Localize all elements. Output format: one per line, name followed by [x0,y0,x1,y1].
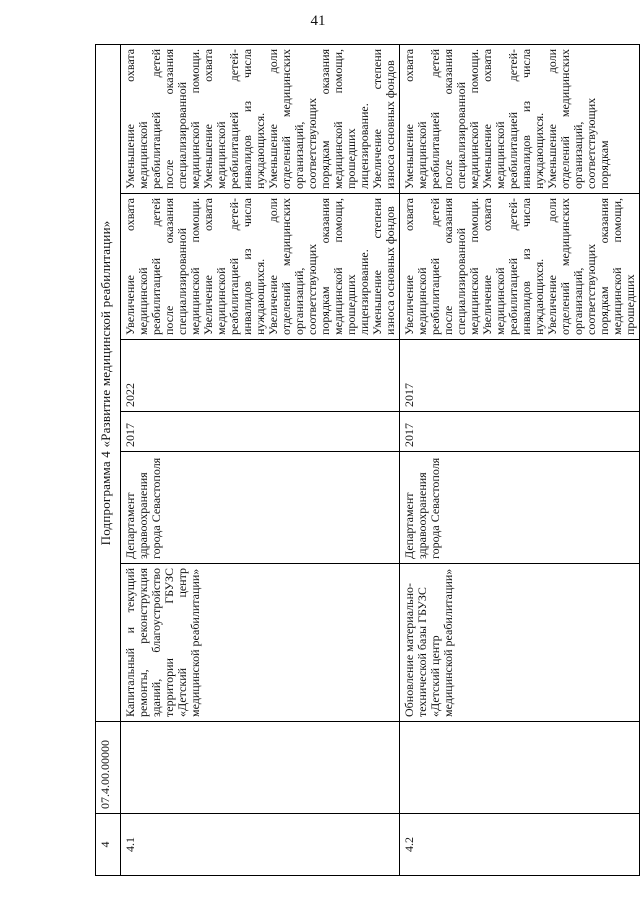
expected-result: Увеличение охвата медицинской реабилитацией детей после оказания специализированной медицинской помощи. Увеличение охвата медицинской реабилитацией детей-инвалидов из числа нуждающихся. Увеличение доли отделений медицинских организаций, соответствующих порядкам оказания медицинской помощи, прошедших лицензирование. Уменьшение степени износа основных фондов [121,194,400,340]
subprogram-code: 07.4.00.00000 [96,722,121,814]
row-code-cell [400,722,640,814]
event-name: Обновление материально-технической базы ГБУЗС «Детский центр медицинской реабилитации» [400,564,640,722]
subprogram-number: 4 [96,814,121,876]
table-row [121,44,400,875]
row-code-cell [121,722,400,814]
non-implementation-consequences: Уменьшение охвата медицинской реабилитацией детей после оказания специализированной медицинской помощи. Уменьшение охвата медицинской реабилитацией детей-инвалидов из числа нуждающихся. Уменьшение доли отделений медицинских организаций, соответствующих порядкам [400,44,640,193]
expected-result: Увеличение охвата медицинской реабилитацией детей после оказания специализированной медицинской помощи. Увеличение охвата медицинской реабилитацией детей-инвалидов из числа нуждающихся. Увеличение доли отделений медицинских организаций, соответствующих порядкам оказания медицинской помощи, прошедших [400,194,640,340]
start-year: 2017 [400,412,640,452]
non-implementation-consequences: Уменьшение охвата медицинской реабилитацией детей после оказания специализированной медицинской помощи. Уменьшение охвата медицинской реабилитацией детей-инвалидов из числа нуждающихся. Уменьшение доли отделений медицинских организаций, соответствующих порядкам оказания медицинской помощи, прошедших лицензирование. Увеличение степени износа основных фондов [121,44,400,193]
row-number: 4.2 [400,814,640,876]
row-number: 4.1 [121,814,400,876]
page-number: 41 [310,13,326,29]
table-row [400,44,640,875]
subprogram-header-row [96,44,121,875]
end-year: 2022 [121,340,400,412]
executor: Департамент здравоохранения города Севастополя [400,452,640,564]
program-table [95,44,640,876]
program-table-sheet [95,45,640,876]
subprogram-title: Подпрограмма 4 «Развитие медицинской реабилитации» [96,44,121,721]
end-year: 2017 [400,340,640,412]
event-name: Капитальный и текущий ремонты, реконструкция зданий, благоустройство территории ГБУЗС «Детский центр медицинской реабилитации» [121,564,400,722]
executor: Департамент здравоохранения города Севастополя [121,452,400,564]
start-year: 2017 [121,412,400,452]
